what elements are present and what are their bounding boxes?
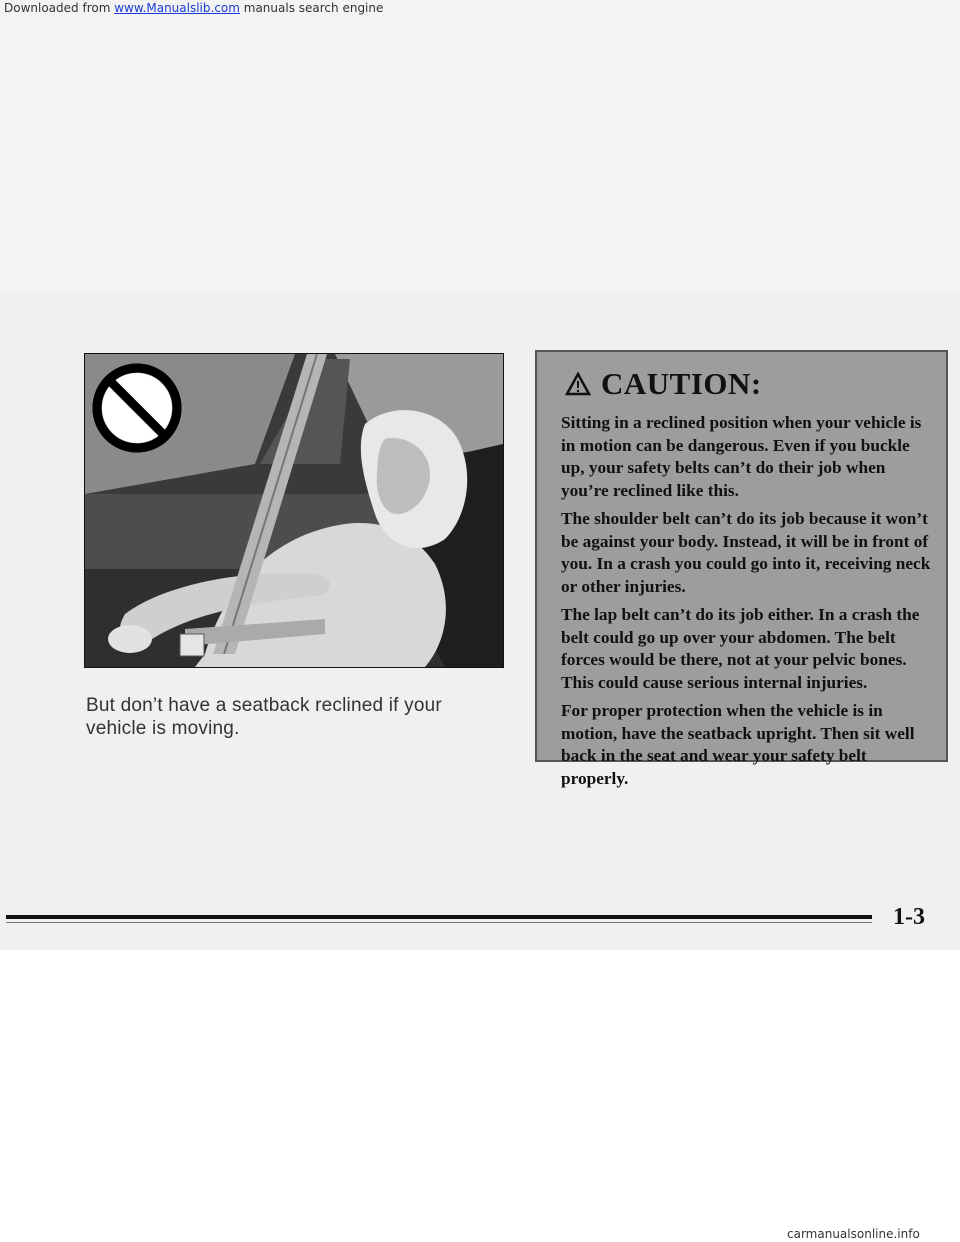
caution-title: CAUTION: <box>601 366 762 401</box>
caution-header <box>565 366 934 402</box>
manualslib-link[interactable]: www.Manualslib.com <box>114 1 240 15</box>
download-note <box>4 1 383 15</box>
footer-rule-thick <box>6 915 872 919</box>
body-text: But don’t have a seatback reclined if your vehicle is moving. <box>86 695 442 739</box>
page-number: 1-3 <box>893 904 925 930</box>
prohibition-icon <box>97 368 177 448</box>
page-header-area <box>0 0 960 292</box>
caution-box <box>535 350 948 788</box>
caution-paragraph-2: The shoulder belt can’t do its job because it won’t be against your body. Instead, it will be in front of you. In a crash you could go into it, receiving neck or other injuries. <box>561 509 931 596</box>
watermark: carmanualsonline.info <box>787 1227 920 1241</box>
download-note-suffix: manuals search engine <box>239 1 384 15</box>
footer-area <box>0 950 960 1242</box>
footer-rule-thin <box>6 922 872 923</box>
reclined-passenger-illustration <box>84 353 504 668</box>
download-note-prefix: Downloaded from <box>4 1 115 15</box>
caution-paragraph-4: For proper protection when the vehicle is in motion, have the seatback upright. Then sit well back in the seat and wear your safety belt properly. <box>561 701 915 788</box>
caution-paragraph-1: Sitting in a reclined position when your vehicle is in motion can be dangerous. Even if you buckle up, your safety belts can’t do their job when you’re reclined like this. <box>561 413 922 500</box>
warning-triangle-icon <box>565 372 591 396</box>
caution-paragraph-3: The lap belt can’t do its job either. In a crash the belt could go up over your abdomen. The belt forces would be there, not at your pelvic bones. This could cause serious internal injuries. <box>561 605 920 692</box>
